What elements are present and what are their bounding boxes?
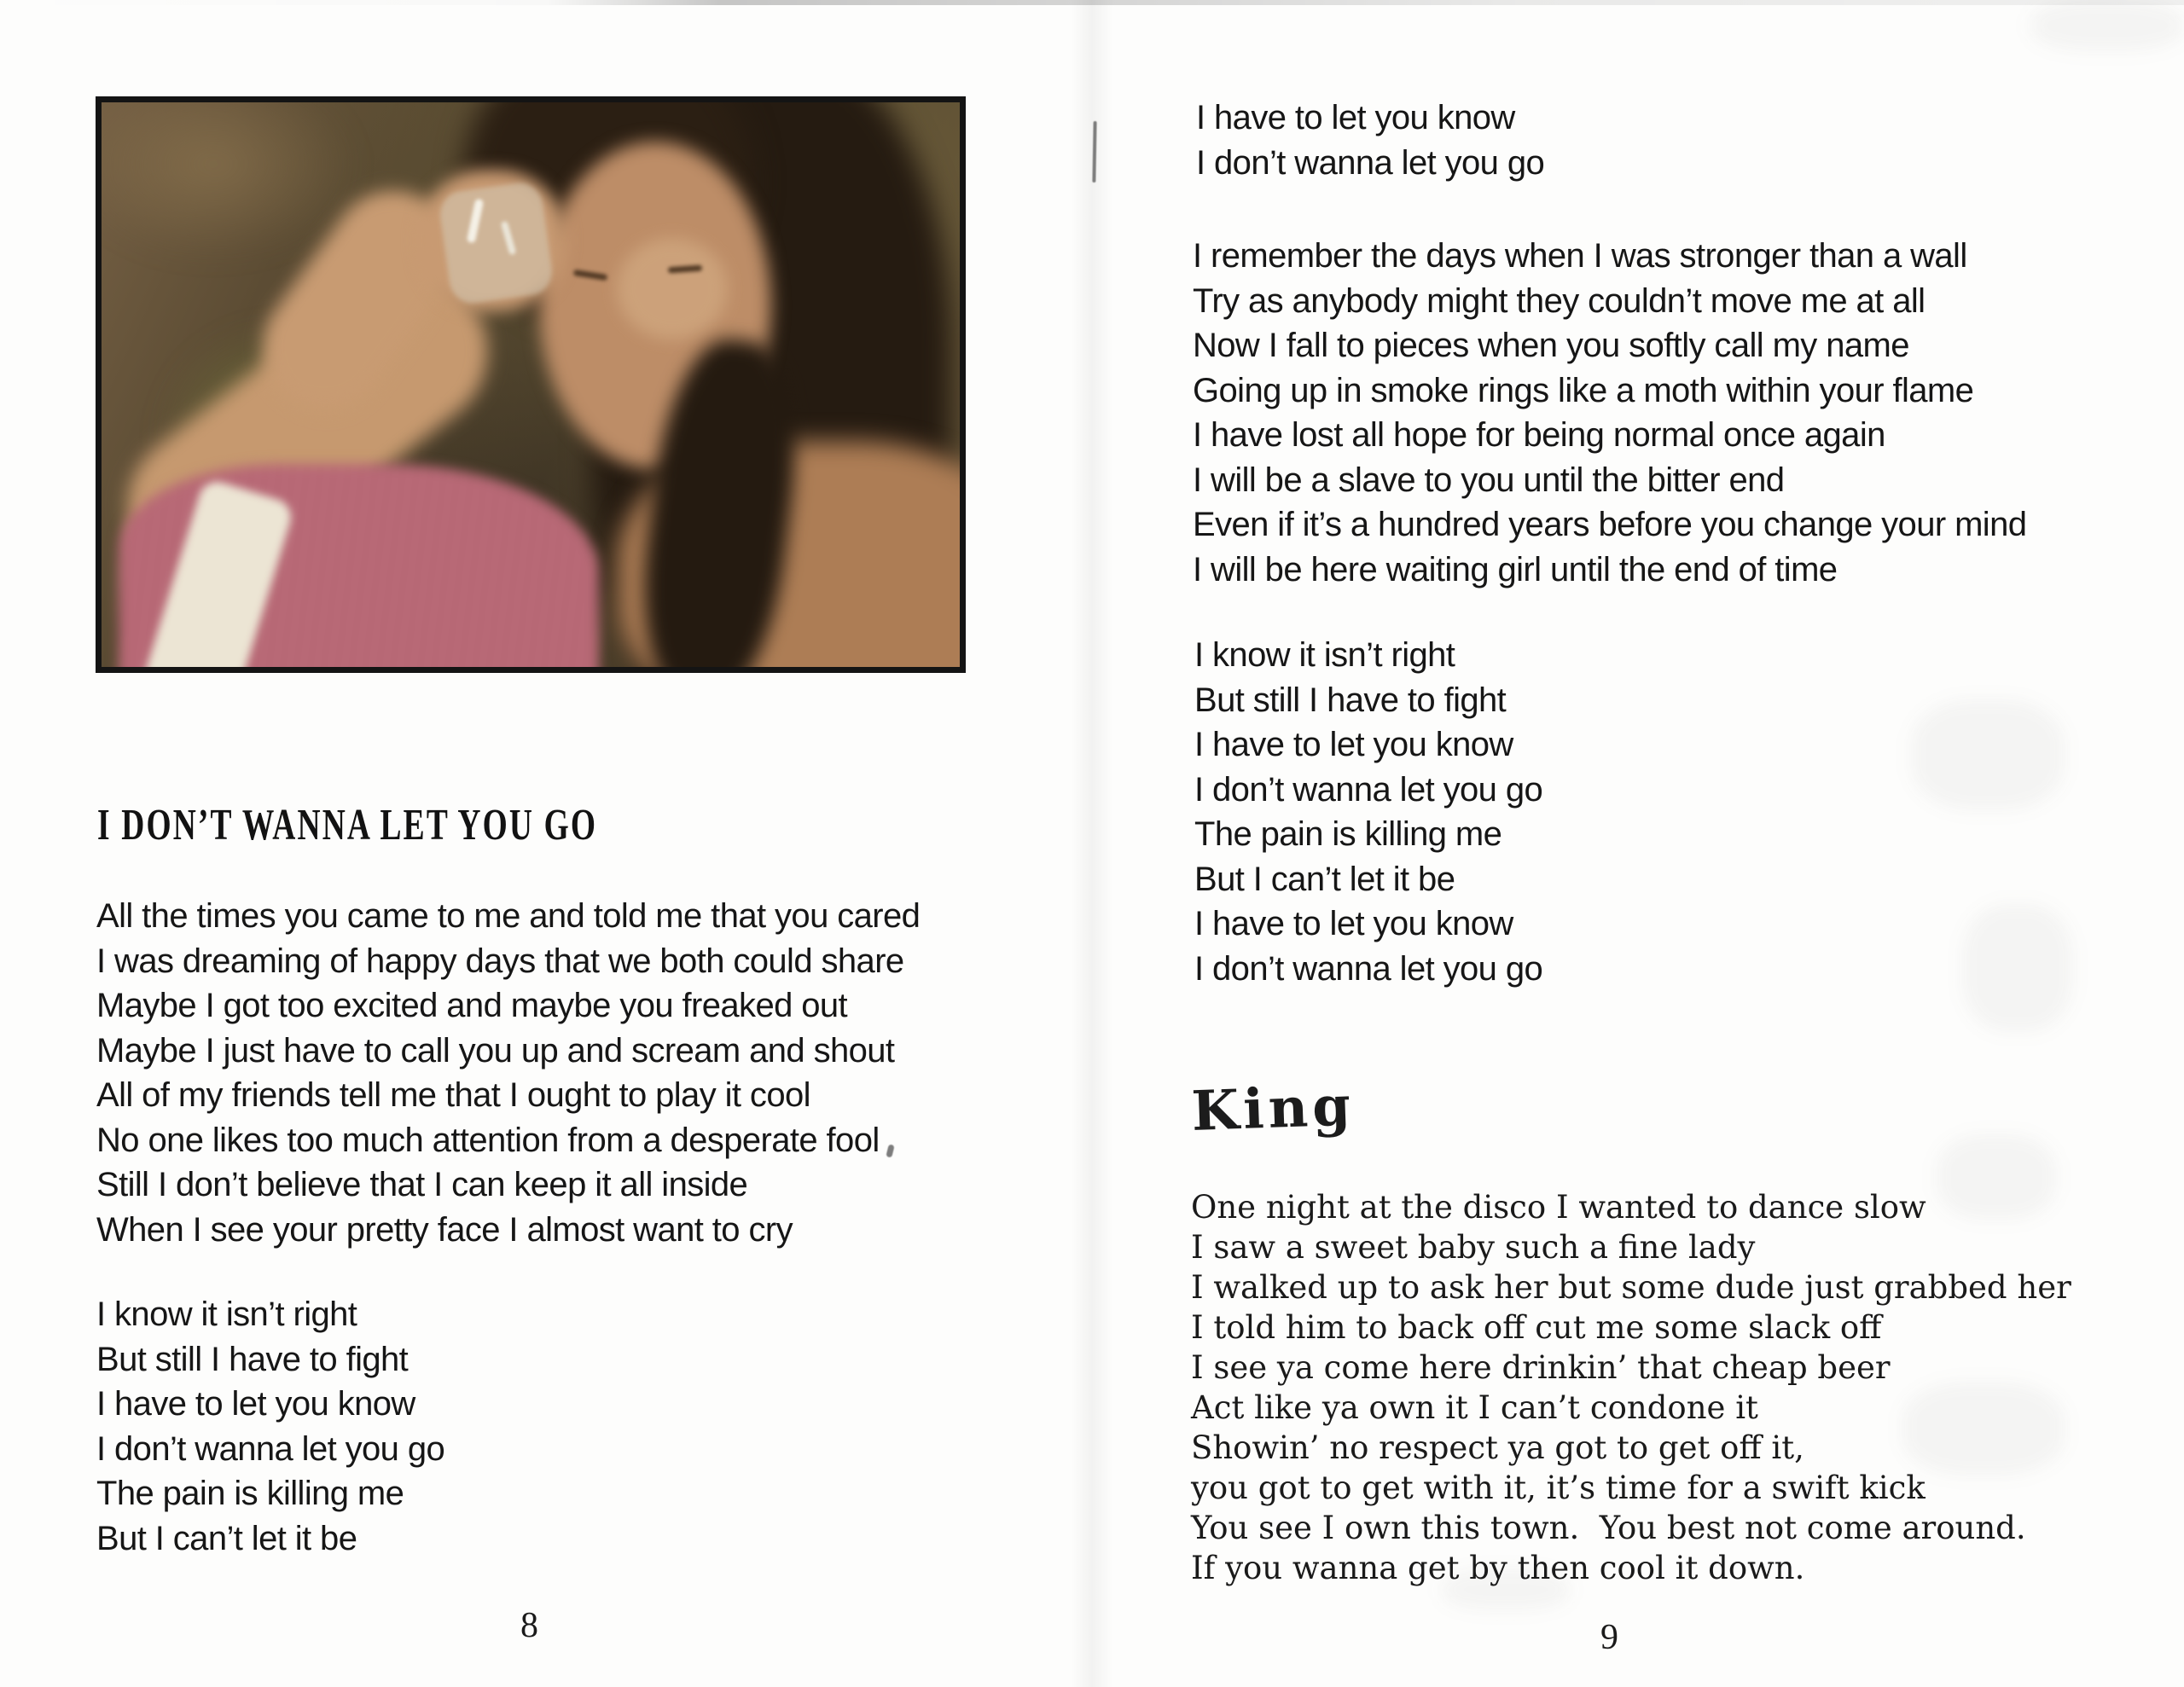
lyric-line: I don’t wanna let you go (1196, 143, 1545, 182)
page-number-left: 8 (520, 1606, 538, 1645)
lyric-line: I will be here waiting girl until the end of time (1193, 550, 1838, 588)
lyric-line: I have to let you know (1194, 905, 1513, 942)
page-number-right: 9 (1600, 1618, 1618, 1657)
lyrics-chorus (1194, 633, 1542, 991)
lyric-line: All of my friends tell me that I ought to play it cool (96, 1076, 810, 1114)
lyric-line: No one likes too much attention from a desperate fool (96, 1121, 880, 1159)
lyric-line: Maybe I got too excited and maybe you freaked out (96, 987, 848, 1024)
lyric-line: If you wanna get by then cool it down. (1191, 1550, 1805, 1586)
lyrics-verse-2 (96, 1292, 444, 1561)
lyric-line: I walked up to ask her but some dude just grabbed her (1191, 1269, 2071, 1306)
lyrics-verse-1 (96, 894, 920, 1252)
lyric-line: I know it isn’t right (1194, 636, 1455, 674)
lyric-line: you got to get with it, it’s time for a swift kick (1191, 1470, 1926, 1506)
lyrics-verse-3 (1193, 234, 2026, 592)
scan-smudge (1911, 699, 2065, 810)
lyric-line: I told him to back off cut me some slack off (1191, 1309, 1882, 1346)
lyric-line: All the times you came to me and told me that you cared (96, 897, 921, 935)
lyric-line: Maybe I just have to call you up and scream and shout (96, 1031, 895, 1070)
album-photo-image (102, 102, 960, 667)
lyric-line: I have lost all hope for being normal once again (1193, 416, 1885, 454)
lyric-line: I know it isn’t right (96, 1296, 357, 1333)
lyric-line: Try as anybody might they couldn’t move me at all (1193, 281, 1926, 320)
lyric-line: The pain is killing me (96, 1475, 404, 1512)
lyric-line: You see I own this town. You best not come around. (1191, 1510, 2026, 1546)
lyric-line: I will be a slave to you until the bitter end (1193, 461, 1785, 499)
lyric-line: The pain is killing me (1194, 815, 1502, 853)
lyric-line: But I can’t let it be (1194, 860, 1455, 898)
lyric-line: I see ya come here drinkin’ that cheap beer (1191, 1349, 1891, 1386)
lyric-line: One night at the disco I wanted to dance slow (1191, 1189, 1926, 1226)
lyric-line: I have to let you know (1194, 726, 1513, 763)
song-title-1: I DON’T WANNA LET YOU GO (97, 801, 598, 849)
lyric-line: But still I have to fight (96, 1340, 409, 1378)
lyric-line: Even if it’s a hundred years before you change your mind (1193, 506, 2027, 543)
lyric-line: I have to let you know (96, 1385, 415, 1423)
lyric-line: I saw a sweet baby such a fine lady (1191, 1229, 1756, 1266)
lyric-line: But I can’t let it be (96, 1519, 357, 1557)
lyric-line: I have to let you know (1196, 99, 1515, 136)
lyric-line: Now I fall to pieces when you softly call my name (1193, 327, 1909, 364)
lyric-line: Act like ya own it I can’t condone it (1191, 1389, 1758, 1426)
lyrics-song2-verse (1191, 1187, 2071, 1588)
page-fold-shadow (1071, 0, 1113, 1687)
song-title-2: King (1190, 1074, 1356, 1144)
lyric-line: But still I have to fight (1194, 681, 1507, 719)
scan-smudge (1962, 904, 2073, 1032)
lyric-line: I remember the days when I was stronger than a wall (1193, 237, 1967, 275)
album-photo (96, 96, 966, 673)
lyric-line: I was dreaming of happy days that we both could share (96, 942, 904, 980)
lyric-line: I don’t wanna let you go (1194, 949, 1543, 988)
lyric-line: Showin’ no respect ya got to get off it, (1191, 1429, 1804, 1466)
lyric-line: When I see your pretty face I almost want to cry (96, 1210, 793, 1249)
lyric-line: Going up in smoke rings like a moth within your flame (1193, 371, 1974, 409)
lyric-line: Still I don’t believe that I can keep it all inside (96, 1166, 748, 1203)
lyrics-chorus-tail (1196, 96, 1544, 185)
scan-smudge (2030, 0, 2184, 51)
lyric-line: I don’t wanna let you go (1194, 770, 1543, 809)
lyric-line: I don’t wanna let you go (96, 1429, 445, 1468)
